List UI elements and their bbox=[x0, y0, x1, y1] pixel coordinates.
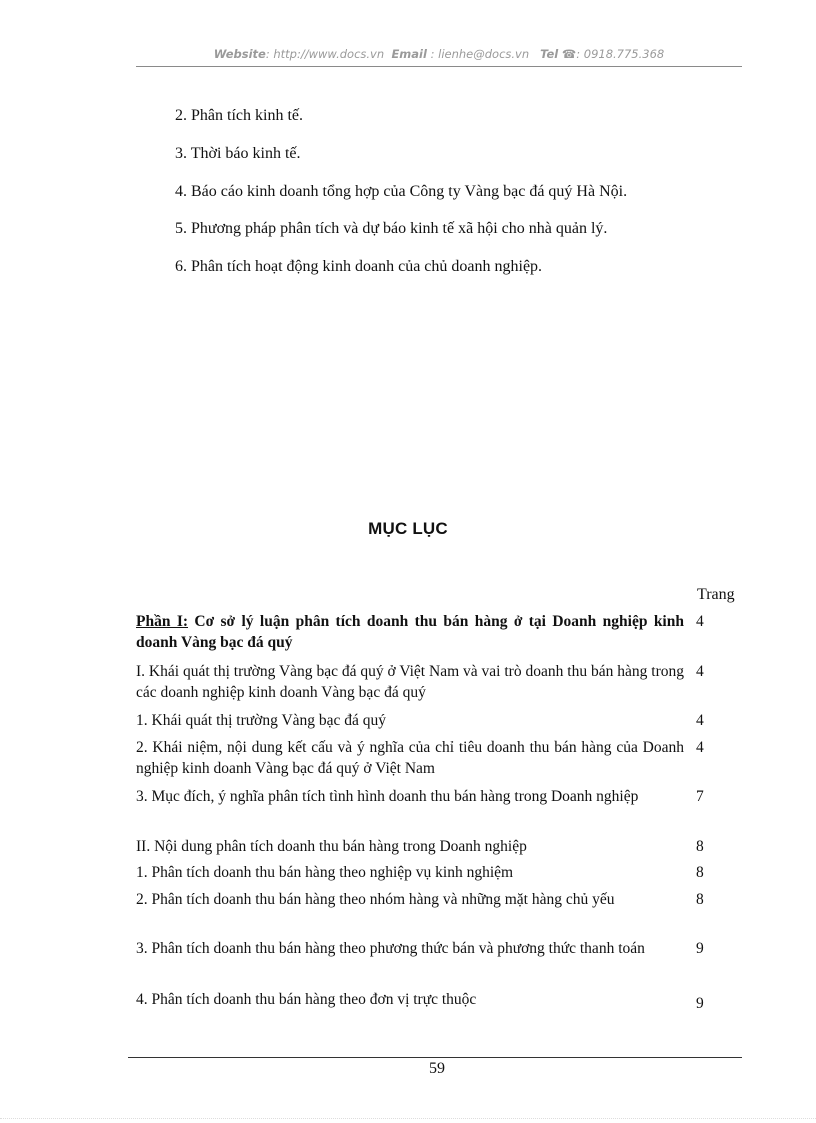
toc-entry-text: 2. Phân tích doanh thu bán hàng theo nhóm hàng và những mặt hàng chủ yếu bbox=[136, 891, 615, 908]
reference-item: 6. Phân tích hoạt động kinh doanh của chủ doanh nghiệp. bbox=[175, 258, 543, 276]
toc-entry-text: 1. Khái quát thị trường Vàng bạc đá quý bbox=[136, 712, 387, 729]
toc-entry-page: 4 bbox=[696, 739, 704, 756]
toc-entry-text: I. Khái quát thị trường Vàng bạc đá quý ở Việt Nam và vai trò doanh thu bán hàng trong các doanh nghiệp kinh doanh Vàng bạc đá quý bbox=[136, 663, 684, 701]
toc-entry-page: 9 bbox=[696, 940, 704, 957]
page-number: 59 bbox=[429, 1060, 445, 1077]
toc-entry-page: 4 bbox=[696, 613, 704, 630]
toc-entry bbox=[136, 611, 742, 653]
toc-title: MỤC LỤC bbox=[368, 519, 448, 538]
website-label: Website bbox=[213, 47, 266, 61]
toc-entry bbox=[136, 836, 742, 857]
part-title: Cơ sở lý luận phân tích doanh thu bán hàng ở tại Doanh nghiệp kinh doanh Vàng bạc đá quý bbox=[136, 613, 684, 651]
toc-page-header: Trang bbox=[697, 586, 735, 603]
phone-icon: ☎ bbox=[561, 47, 577, 61]
bottom-dotted-line bbox=[0, 1118, 816, 1119]
toc-entry-page: 8 bbox=[696, 891, 704, 908]
toc-entry-page: 8 bbox=[696, 864, 704, 881]
toc-entry-text: 1. Phân tích doanh thu bán hàng theo nghiệp vụ kinh nghiệm bbox=[136, 864, 514, 881]
tel-value: : 0918.775.368 bbox=[576, 47, 665, 61]
toc-part-1 bbox=[136, 611, 742, 653]
toc-entry-text: II. Nội dung phân tích doanh thu bán hàng trong Doanh nghiệp bbox=[136, 838, 527, 855]
footer-divider bbox=[128, 1057, 742, 1058]
toc-entry bbox=[136, 710, 742, 731]
toc-entry bbox=[136, 889, 742, 910]
toc-entry bbox=[136, 661, 742, 703]
toc-entry-text bbox=[136, 611, 684, 653]
toc-entry-page: 4 bbox=[696, 663, 704, 680]
toc-entry bbox=[136, 737, 742, 779]
toc-entry-page: 8 bbox=[696, 838, 704, 855]
toc-entry bbox=[136, 862, 742, 883]
reference-item: 3. Thời báo kinh tế. bbox=[175, 144, 301, 162]
website-value: : http://www.docs.vn bbox=[265, 47, 385, 61]
toc-entry-page: 9 bbox=[696, 995, 704, 1012]
reference-item: 5. Phương pháp phân tích và dự báo kinh tế xã hội cho nhà quản lý. bbox=[175, 220, 608, 238]
toc-entry-page: 7 bbox=[696, 788, 704, 805]
header-divider bbox=[136, 66, 742, 67]
toc-entry-page: 4 bbox=[696, 712, 704, 729]
part-label: Phần I: bbox=[136, 613, 189, 630]
reference-list bbox=[175, 106, 627, 295]
reference-item: 4. Báo cáo kinh doanh tổng hợp của Công ty Vàng bạc đá quý Hà Nội. bbox=[175, 182, 628, 200]
email-value: : lienhe@docs.vn bbox=[430, 47, 530, 61]
toc-entry-text: 2. Khái niệm, nội dung kết cấu và ý nghĩa của chỉ tiêu doanh thu bán hàng của Doanh nghiệp kinh doanh Vàng bạc đá quý ở Việt Nam bbox=[136, 739, 684, 777]
toc-entry-text: 3. Mục đích, ý nghĩa phân tích tình hình doanh thu bán hàng trong Doanh nghiệp bbox=[136, 788, 639, 805]
toc-entry bbox=[136, 786, 742, 807]
reference-item: 2. Phân tích kinh tế. bbox=[175, 107, 303, 124]
page-header bbox=[136, 47, 742, 61]
toc-entry bbox=[136, 938, 742, 959]
toc-entry-text: 4. Phân tích doanh thu bán hàng theo đơn vị trực thuộc bbox=[136, 991, 477, 1008]
tel-label: Tel bbox=[540, 47, 559, 61]
email-label: Email bbox=[391, 47, 427, 61]
toc-entry bbox=[136, 989, 742, 1014]
toc-entry-text: 3. Phân tích doanh thu bán hàng theo phương thức bán và phương thức thanh toán bbox=[136, 940, 645, 957]
